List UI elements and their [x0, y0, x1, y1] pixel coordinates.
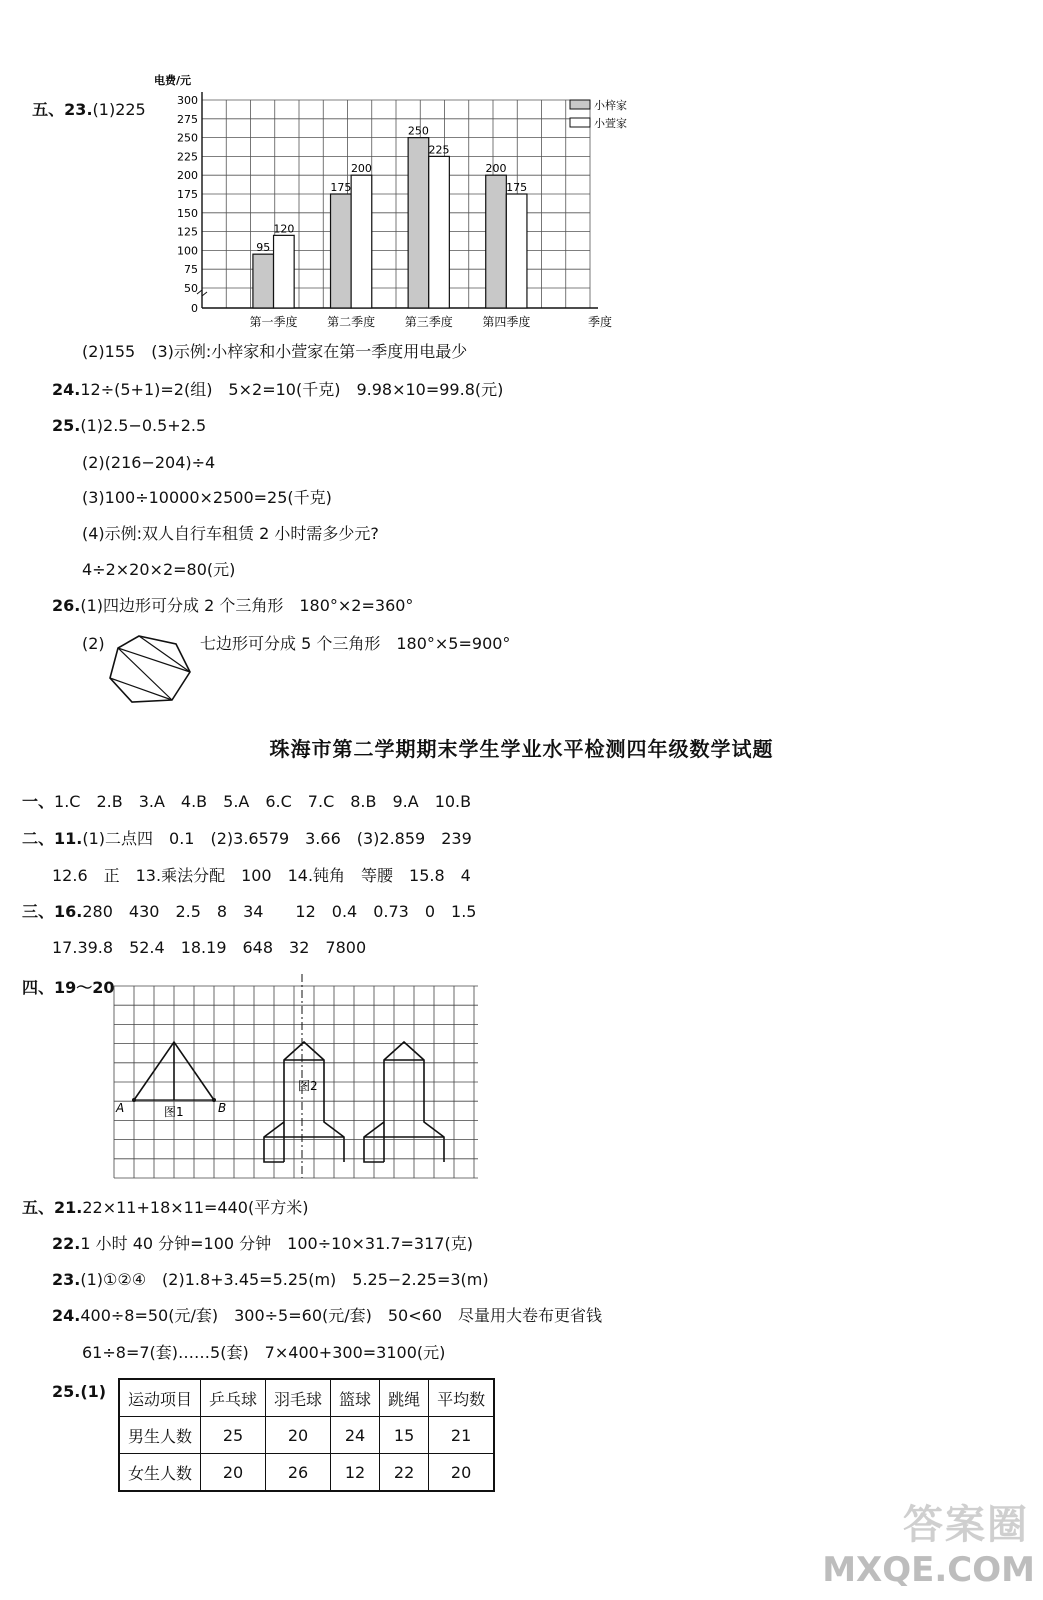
bar [486, 175, 507, 308]
figure1-label: 图1 [164, 1105, 184, 1119]
y-axis-label: 电费/元 [154, 74, 192, 87]
table-header-cell: 羽毛球 [266, 1379, 331, 1417]
q26-number: 26. [52, 596, 81, 615]
section1-line [22, 790, 471, 814]
q23b-line [52, 1268, 489, 1292]
table-cell: 25 [201, 1417, 266, 1454]
legend-entry: 小梓家 [594, 99, 627, 112]
section2-answers: (1)二点四 0.1 (2)3.6579 3.66 (3)2.859 239 [82, 829, 472, 848]
table-cell: 男生人数 [119, 1417, 201, 1454]
sport-table [118, 1378, 495, 1492]
table-header-cell: 篮球 [331, 1379, 380, 1417]
legend-entry: 小萱家 [594, 117, 627, 130]
table-row [119, 1454, 494, 1492]
bar [253, 254, 274, 308]
point-a-label: A [116, 1101, 125, 1115]
y-tick-label: 75 [184, 263, 198, 277]
y-tick-label: 150 [177, 206, 198, 220]
bar-value-label: 175 [330, 181, 352, 194]
q25-part3: (3)100÷10000×2500=25(千克) [82, 488, 332, 507]
q24b-text: 400÷8=50(元/套) 300÷5=60(元/套) 50<60 尽量用大卷布更省钱 [80, 1306, 603, 1325]
section1-answers: 1.C 2.B 3.A 4.B 5.A 6.C 7.C 8.B 9.A 10.B [54, 792, 472, 811]
table-header-cell: 运动项目 [119, 1379, 201, 1417]
bar-value-label: 120 [273, 222, 295, 236]
table-cell: 20 [429, 1454, 495, 1492]
table-header-row [119, 1379, 494, 1417]
y-tick-label: 300 [177, 94, 198, 107]
q17-18-line: 17.39.8 52.4 18.19 648 32 7800 [52, 938, 367, 957]
category-label: 第三季度 [404, 315, 453, 329]
y-tick-label: 200 [177, 169, 198, 183]
y-tick-label: 50 [184, 282, 198, 295]
q23-number: 五、23. [32, 100, 93, 119]
q23-part2-3: (2)155 (3)示例:小梓家和小萱家在第一季度用电最少 [82, 342, 468, 361]
table-cell: 22 [380, 1454, 429, 1492]
legend-swatch [570, 118, 590, 127]
y-tick-label: 275 [177, 112, 198, 126]
q24-line [52, 378, 503, 402]
q25-part1: (1)2.5−0.5+2.5 [80, 416, 207, 435]
category-label: 第一季度 [249, 315, 298, 329]
q25-number: 25. [52, 416, 81, 435]
table-cell: 15 [380, 1417, 429, 1454]
symmetry-grid-figure [112, 972, 482, 1182]
q26-part1: (1)四边形可分成 2 个三角形 180°×2=360° [80, 596, 414, 615]
figure2-label: 图2 [298, 1079, 318, 1093]
bar [429, 156, 450, 308]
q12-15-line: 12.6 正 13.乘法分配 100 14.钝角 等腰 15.8 4 [52, 866, 471, 885]
q22-number: 22. [52, 1234, 81, 1253]
section3-number: 三、16. [22, 902, 83, 921]
bar [274, 235, 295, 308]
legend-swatch [570, 100, 590, 109]
bar [351, 175, 372, 308]
bar [506, 194, 527, 308]
q26-part2-text: 七边形可分成 5 个三角形 180°×5=900° [200, 634, 511, 653]
q23-part1: (1)225 [92, 100, 146, 119]
q24-text: 12÷(5+1)=2(组) 5×2=10(千克) 9.98×10=99.8(元) [80, 380, 504, 399]
bar-value-label: 175 [506, 181, 528, 194]
x-axis-label: 季度 [588, 315, 613, 329]
section4-label: 四、19～20 [22, 978, 115, 997]
watermark-url: MXQE.COM [822, 1550, 1035, 1590]
point-b-label: B [218, 1101, 227, 1115]
q22-text: 1 小时 40 分钟=100 分钟 100÷10×31.7=317(克) [80, 1234, 473, 1253]
y-tick-label: 125 [177, 225, 198, 239]
section3-line [22, 900, 476, 924]
y-tick-label: 225 [177, 150, 198, 164]
table-cell: 24 [331, 1417, 380, 1454]
heptagon-figure [106, 630, 196, 710]
q24b-line2: 61÷8=7(套)……5(套) 7×400+300=3100(元) [82, 1343, 446, 1362]
table-cell: 女生人数 [119, 1454, 201, 1492]
y-tick-label: 175 [177, 188, 198, 201]
q22-line [52, 1232, 473, 1256]
q25-part4-answer: 4÷2×20×2=80(元) [82, 560, 236, 579]
section2-number: 二、11. [22, 829, 83, 848]
category-label: 第二季度 [327, 315, 376, 329]
q24b-line [52, 1304, 602, 1328]
q24-number: 24. [52, 380, 81, 399]
q25-part2: (2)(216−204)÷4 [82, 453, 216, 472]
q23-line [22, 74, 146, 122]
table-cell: 20 [266, 1417, 331, 1454]
q25b-label: 25.(1) [52, 1382, 107, 1401]
watermark-logo: 答案圈 [903, 1502, 1029, 1548]
q25-line [52, 414, 206, 438]
q24b-number: 24. [52, 1306, 81, 1325]
section2-line [22, 827, 472, 851]
q21-number: 五、21. [22, 1198, 83, 1217]
electricity-bar-chart [150, 72, 630, 332]
bar-value-label: 95 [256, 241, 271, 255]
bar-value-label: 250 [407, 124, 429, 138]
table-header-cell: 跳绳 [380, 1379, 429, 1417]
bar [331, 194, 352, 308]
q26-part2-label: (2) [82, 634, 105, 653]
q23b-number: 23. [52, 1270, 81, 1289]
y-tick-label: 250 [177, 131, 198, 145]
bar-value-label: 200 [350, 162, 372, 176]
table-header-cell: 平均数 [429, 1379, 495, 1417]
table-header-cell: 乒乓球 [201, 1379, 266, 1417]
exam-title: 珠海市第二学期期末学生学业水平检测四年级数学试题 [269, 737, 774, 761]
table-cell: 26 [266, 1454, 331, 1492]
section3-answers: 280 430 2.5 8 34 12 0.4 0.73 0 1.5 [82, 902, 477, 921]
q25-part4: (4)示例:双人自行车租赁 2 小时需多少元? [82, 524, 379, 543]
y-tick-label: 0 [191, 302, 198, 315]
q26-line [52, 594, 413, 618]
q23b-text: (1)①②④ (2)1.8+3.45=5.25(m) 5.25−2.25=3(m) [80, 1270, 489, 1289]
table-cell: 12 [331, 1454, 380, 1492]
bar [408, 138, 429, 308]
category-label: 第四季度 [482, 315, 531, 329]
q21-text: 22×11+18×11=440(平方米) [82, 1198, 309, 1217]
table-cell: 20 [201, 1454, 266, 1492]
bar-value-label: 225 [428, 143, 450, 157]
y-tick-label: 100 [177, 244, 198, 258]
table-row [119, 1417, 494, 1454]
bar-value-label: 200 [485, 162, 507, 176]
q21-line [22, 1196, 308, 1220]
table-cell: 21 [429, 1417, 495, 1454]
section1-number: 一、 [22, 792, 55, 811]
